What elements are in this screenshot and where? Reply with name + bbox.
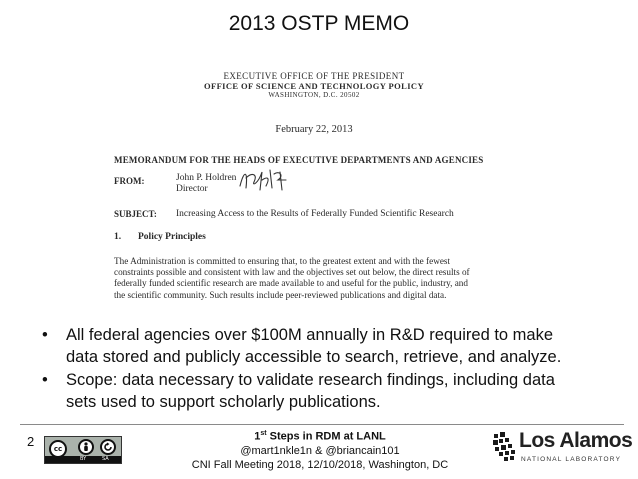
lanl-name: Los Alamos: [519, 429, 633, 452]
bullet-text: Scope: data necessary to validate research findings, including data: [66, 371, 555, 389]
memo-date: February 22, 2013: [275, 124, 353, 135]
memo-from-name: John P. Holdren: [176, 173, 237, 183]
footer-text: [150, 427, 490, 472]
memo-body-line: federally funded scientific research are made available to and useful for the public, industry, and: [114, 278, 468, 289]
memo-body-line: the scientific community. Such results include peer-reviewed publications and digital data.: [114, 289, 447, 300]
memo-section-number: 1.: [114, 232, 122, 242]
person-icon: [80, 441, 92, 453]
footer-event: CNI Fall Meeting 2018, 12/10/2018, Washington, DC: [191, 458, 449, 471]
memo-body-line: constraints possible and consistent with law and the objectives set out below, the direct results of: [114, 267, 470, 278]
footer-title: [150, 427, 490, 444]
memo-from-label: FROM:: [114, 176, 145, 186]
cc-by-sa-icon: [44, 436, 122, 464]
bullet-list: [42, 325, 622, 415]
license-by-label: BY: [80, 456, 87, 462]
letterhead-line-2: OFFICE OF SCIENCE AND TECHNOLOGY POLICY: [203, 80, 425, 91]
footer-authors: @mart1nkle1n & @briancain101: [240, 444, 400, 457]
memo-section-heading: [114, 232, 206, 242]
bullet-icon: •: [42, 326, 48, 344]
footer-divider: [20, 424, 624, 425]
bullet-icon: •: [42, 371, 48, 389]
lanl-logo: [492, 429, 633, 474]
footer-title-rest: Steps in RDM at LANL: [266, 430, 386, 443]
letterhead-line-1: EXECUTIVE OFFICE OF THE PRESIDENT: [223, 71, 405, 81]
slide-title: 2013 OSTP MEMO: [228, 12, 410, 35]
cc-icon: cc: [49, 440, 67, 458]
memo-body-line: The Administration is committed to ensuring that, to the greatest extent and with the fewest: [114, 256, 451, 266]
lanl-mark-icon: [492, 432, 518, 462]
memo-letterhead: [104, 72, 524, 101]
share-alike-arrow-icon: [102, 441, 114, 453]
lanl-subtitle: NATIONAL LABORATORY: [521, 456, 622, 463]
memo-section-title: Policy Principles: [138, 232, 206, 242]
bullet-item: [42, 325, 622, 368]
letterhead-line-3: WASHINGTON, D.C. 20502: [268, 91, 360, 99]
license-sa-label: SA: [102, 456, 109, 462]
bullet-item: [42, 370, 622, 413]
signature-icon: [236, 166, 292, 194]
memo-recipient: MEMORANDUM FOR THE HEADS OF EXECUTIVE DEPARTMENTS AND AGENCIES: [114, 155, 484, 165]
page-number: 2: [27, 434, 35, 449]
memo-subject-label: SUBJECT:: [114, 209, 157, 219]
license-strip: [45, 456, 121, 463]
footer-title-prefix: 1: [254, 430, 261, 443]
memo-from: [176, 173, 236, 195]
memo-body: [114, 256, 514, 301]
bullet-text: All federal agencies over $100M annually in R&D required to make: [66, 326, 554, 344]
share-alike-icon: [100, 439, 116, 455]
memo-subject: Increasing Access to the Results of Federally Funded Scientific Research: [176, 209, 454, 219]
memo-image: [104, 72, 524, 316]
attribution-icon: [78, 439, 94, 455]
bullet-text: data stored and publicly accessible to search, retrieve, and analyze.: [66, 347, 562, 366]
bullet-text: sets used to support scholarly publications.: [66, 392, 381, 411]
memo-from-title: Director: [176, 184, 208, 194]
footer-title-sup: st: [260, 430, 267, 437]
